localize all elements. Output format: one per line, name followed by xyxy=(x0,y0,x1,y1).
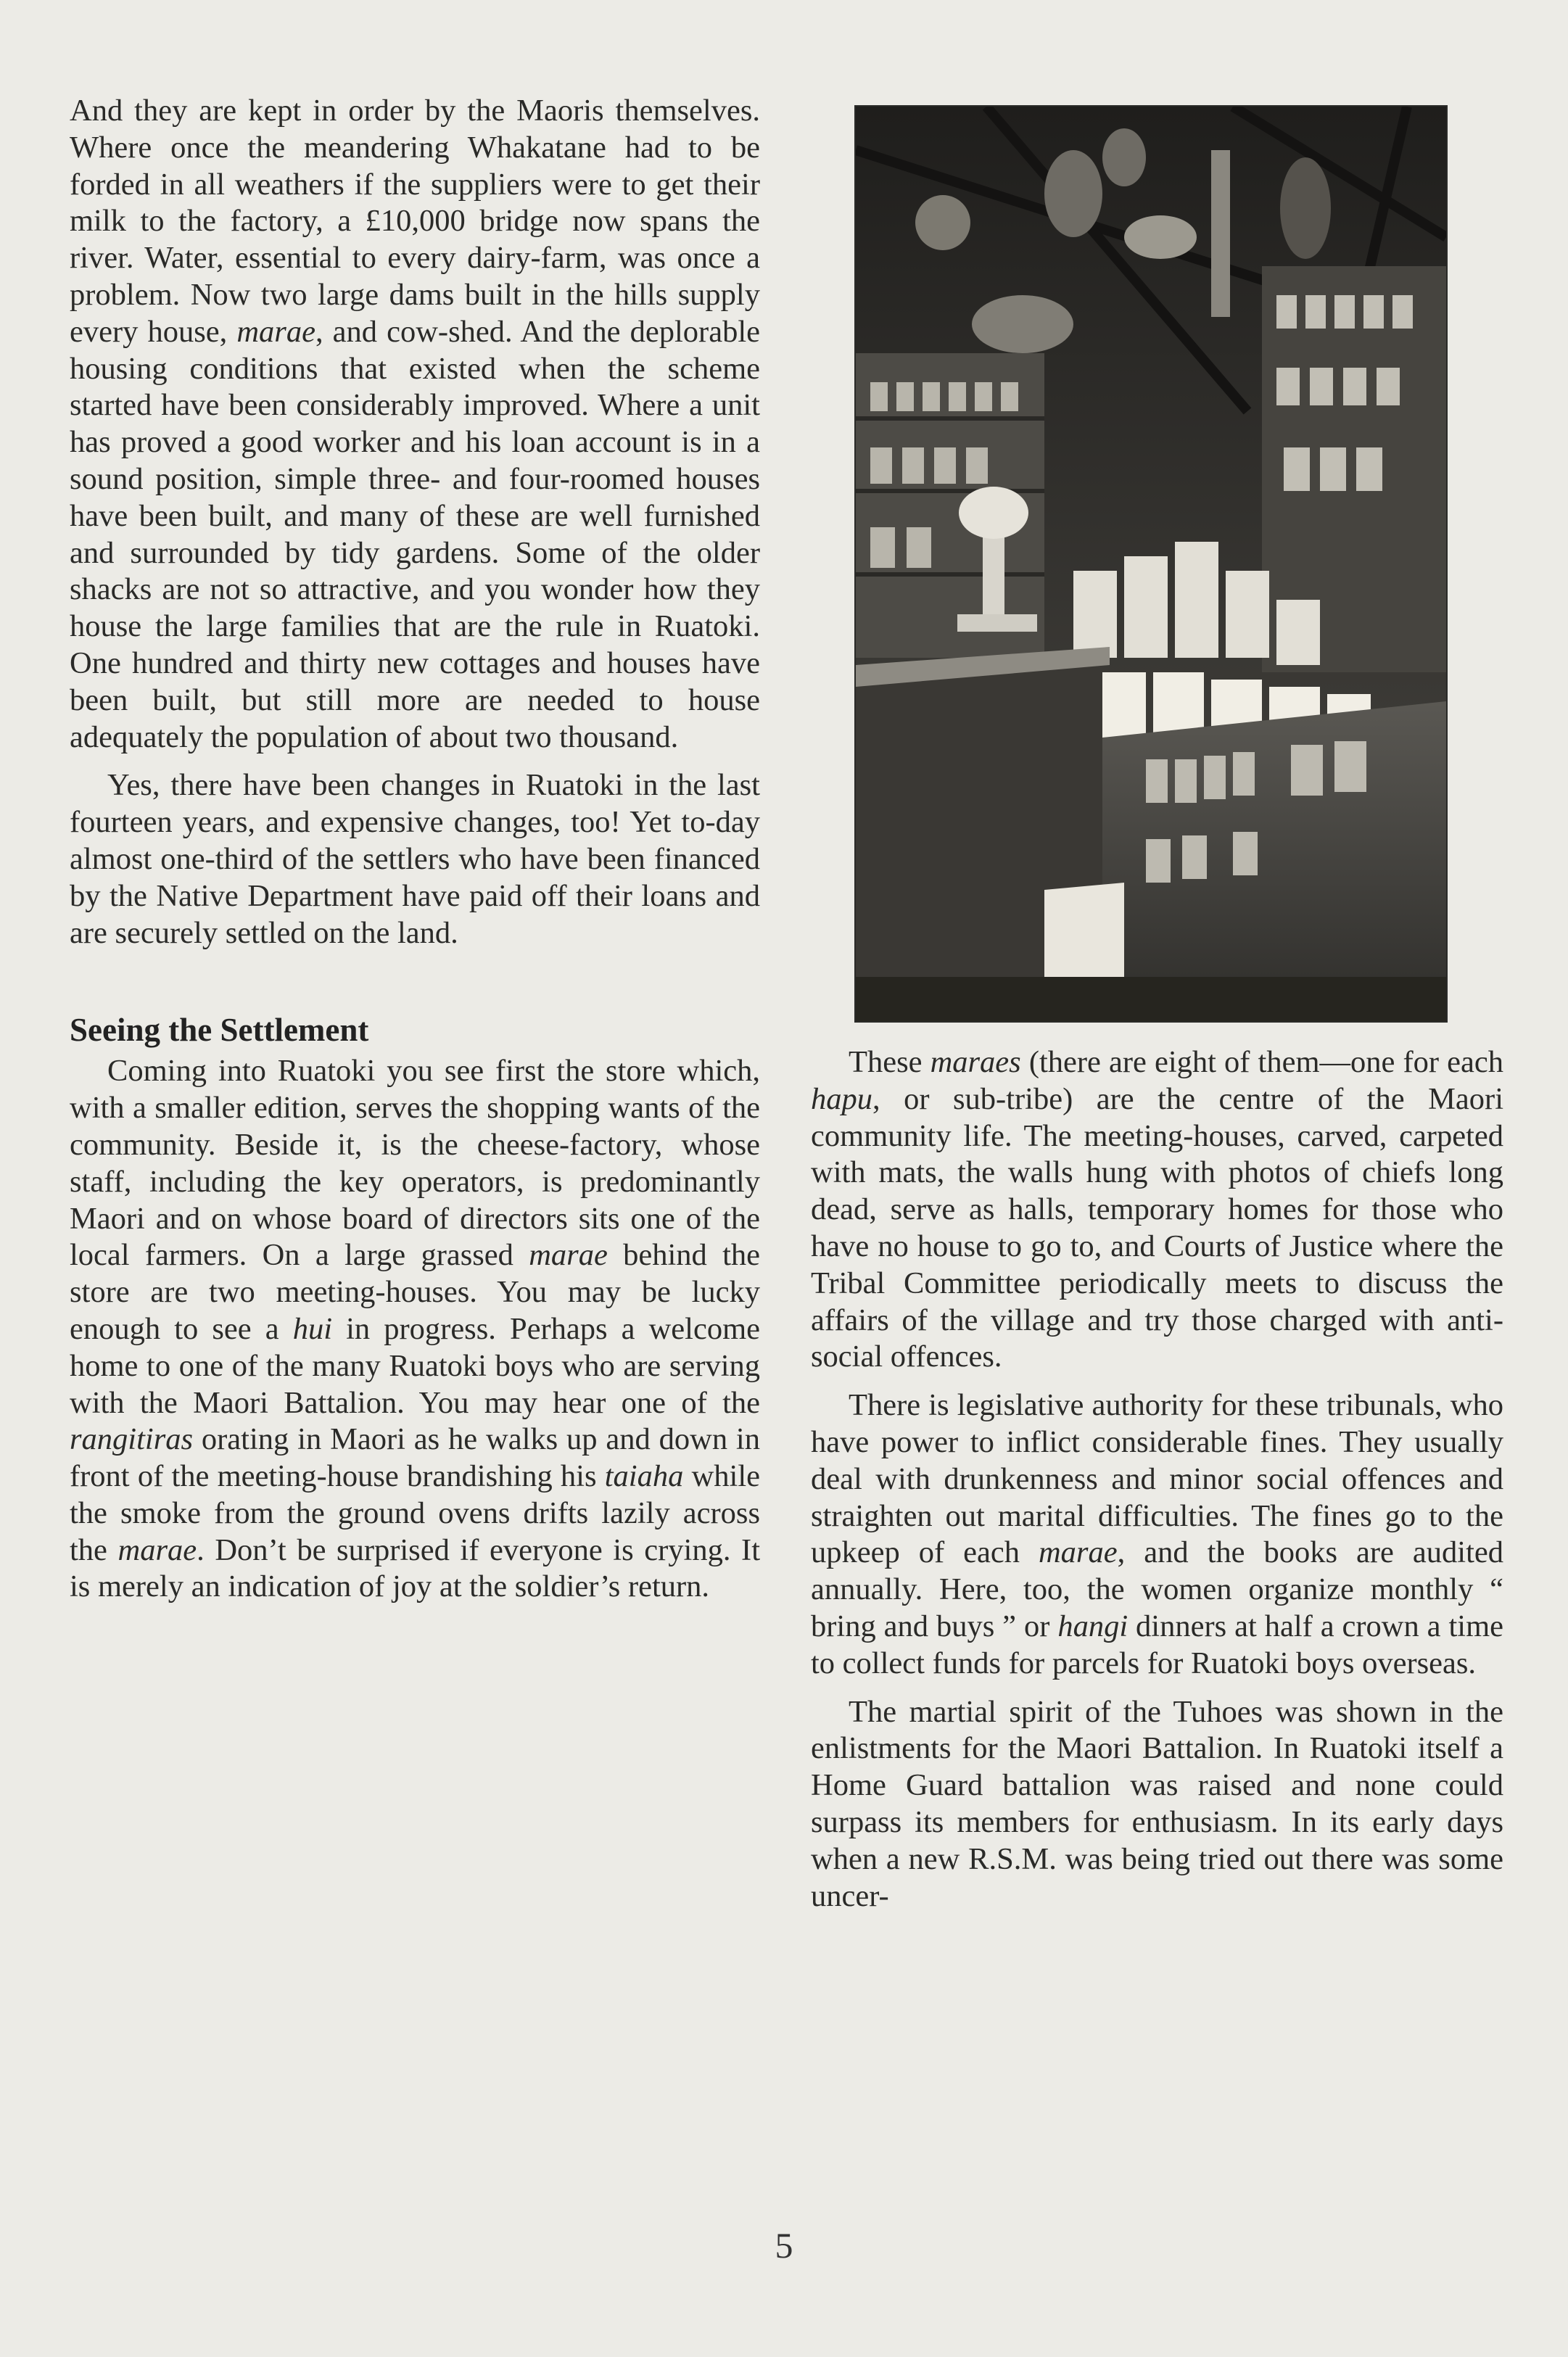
italic-term: marae xyxy=(236,314,315,349)
section-heading: Seeing the Settlement xyxy=(70,1012,369,1049)
paragraph: The martial spirit of the Tuhoes was shown in the enlistments for the Maori Battalion. In Ruatoki itself a Home Guard battalion was raised and none could surpass its members for enthusiasm. In its early days when a new R.S.M. was being tried out there was some uncer- xyxy=(811,1694,1503,1913)
paragraph: There is legislative authority for these tribunals, who have power to inflict considerable fines. They usually deal with drunkenness and minor social offences and straighten out marital difficulties. The fines go to the upkeep of each marae, and the books are audited annually. Here, too, the women organize monthly “ bring and buys ” or hangi dinners at half a crown a time to collect funds for parcels for Ruatoki boys overseas. xyxy=(811,1388,1503,1680)
paragraph: Yes, there have been changes in Ruatoki in the last fourteen years, and expensive changes, too! Yet to-day almost one-third of the settlers who have been financed by the Native Department have paid off their loans and are securely settled on the land. xyxy=(70,768,760,950)
paragraph: Coming into Ruatoki you see first the store which, with a smaller edition, serves the shopping wants of the community. Beside it, is the cheese-factory, whose staff, including the key operators, is predominantly Maori and on whose board of directors sits one of the local farmers. On a large grassed marae behind the store are two meeting-houses. You may be lucky enough to see a hui in progress. Perhaps a welcome home to one of the many Ruatoki boys who are serving with the Maori Battalion. You may hear one of the rangitiras orating in Maori as he walks up and down in front of the meeting-house brandishing his taiaha while the smoke from the ground ovens drifts lazily across the marae. Don’t be surprised if everyone is crying. It is merely an indication of joy at the soldier’s return. xyxy=(70,1054,761,1604)
paragraph: And they are kept in order by the Maoris themselves. Where once the meandering Whakatane had to be forded in all weathers if the suppliers were to get their milk to the factory, a £10,000 bridge now spans the river. Water, essential to every dairy-farm, was once a problem. Now two large dams built in the hills supply every house, marae, and cow-shed. And the deplorable housing conditions that existed when the scheme started have been considerably improved. Where a unit has proved a good worker and his loan account is in a sound position, simple three- and four-roomed houses have been built, and many of these are well furnished and surrounded by tidy gardens. Some of the older shacks are not so attractive, and you wonder how they house the large families that are the rule in Ruatoki. One hundred and thirty new cottages and houses have been built, but still more are needed to house adequately the population of about two thousand. xyxy=(70,94,760,754)
italic-term: rangitiras xyxy=(70,1422,194,1457)
photo-illustration xyxy=(856,107,1446,1021)
italic-term: hapu xyxy=(811,1081,872,1116)
italic-term: maraes xyxy=(930,1045,1021,1079)
italic-term: hui xyxy=(292,1311,333,1346)
italic-term: taiaha xyxy=(604,1459,684,1494)
italic-term: marae xyxy=(1038,1535,1118,1570)
page-number: 5 xyxy=(775,2225,793,2266)
italic-term: hangi xyxy=(1057,1609,1128,1643)
right-column xyxy=(811,1044,1503,1915)
italic-term: marae xyxy=(117,1532,197,1567)
left-column xyxy=(70,93,760,1606)
store-interior-photo xyxy=(854,105,1448,1023)
paragraph: These maraes (there are eight of them—one for each hapu, or sub-tribe) are the centre of the Maori community life. The meeting-houses, carved, carpeted with mats, the walls hung with photos of chiefs long dead, serve as halls, temporary homes for those who have no house to go to, and Courts of Justice where the Tribal Committee periodically meets to discuss the affairs of the village and try those charged with anti-social offences. xyxy=(811,1045,1503,1374)
italic-term: marae xyxy=(529,1238,608,1273)
